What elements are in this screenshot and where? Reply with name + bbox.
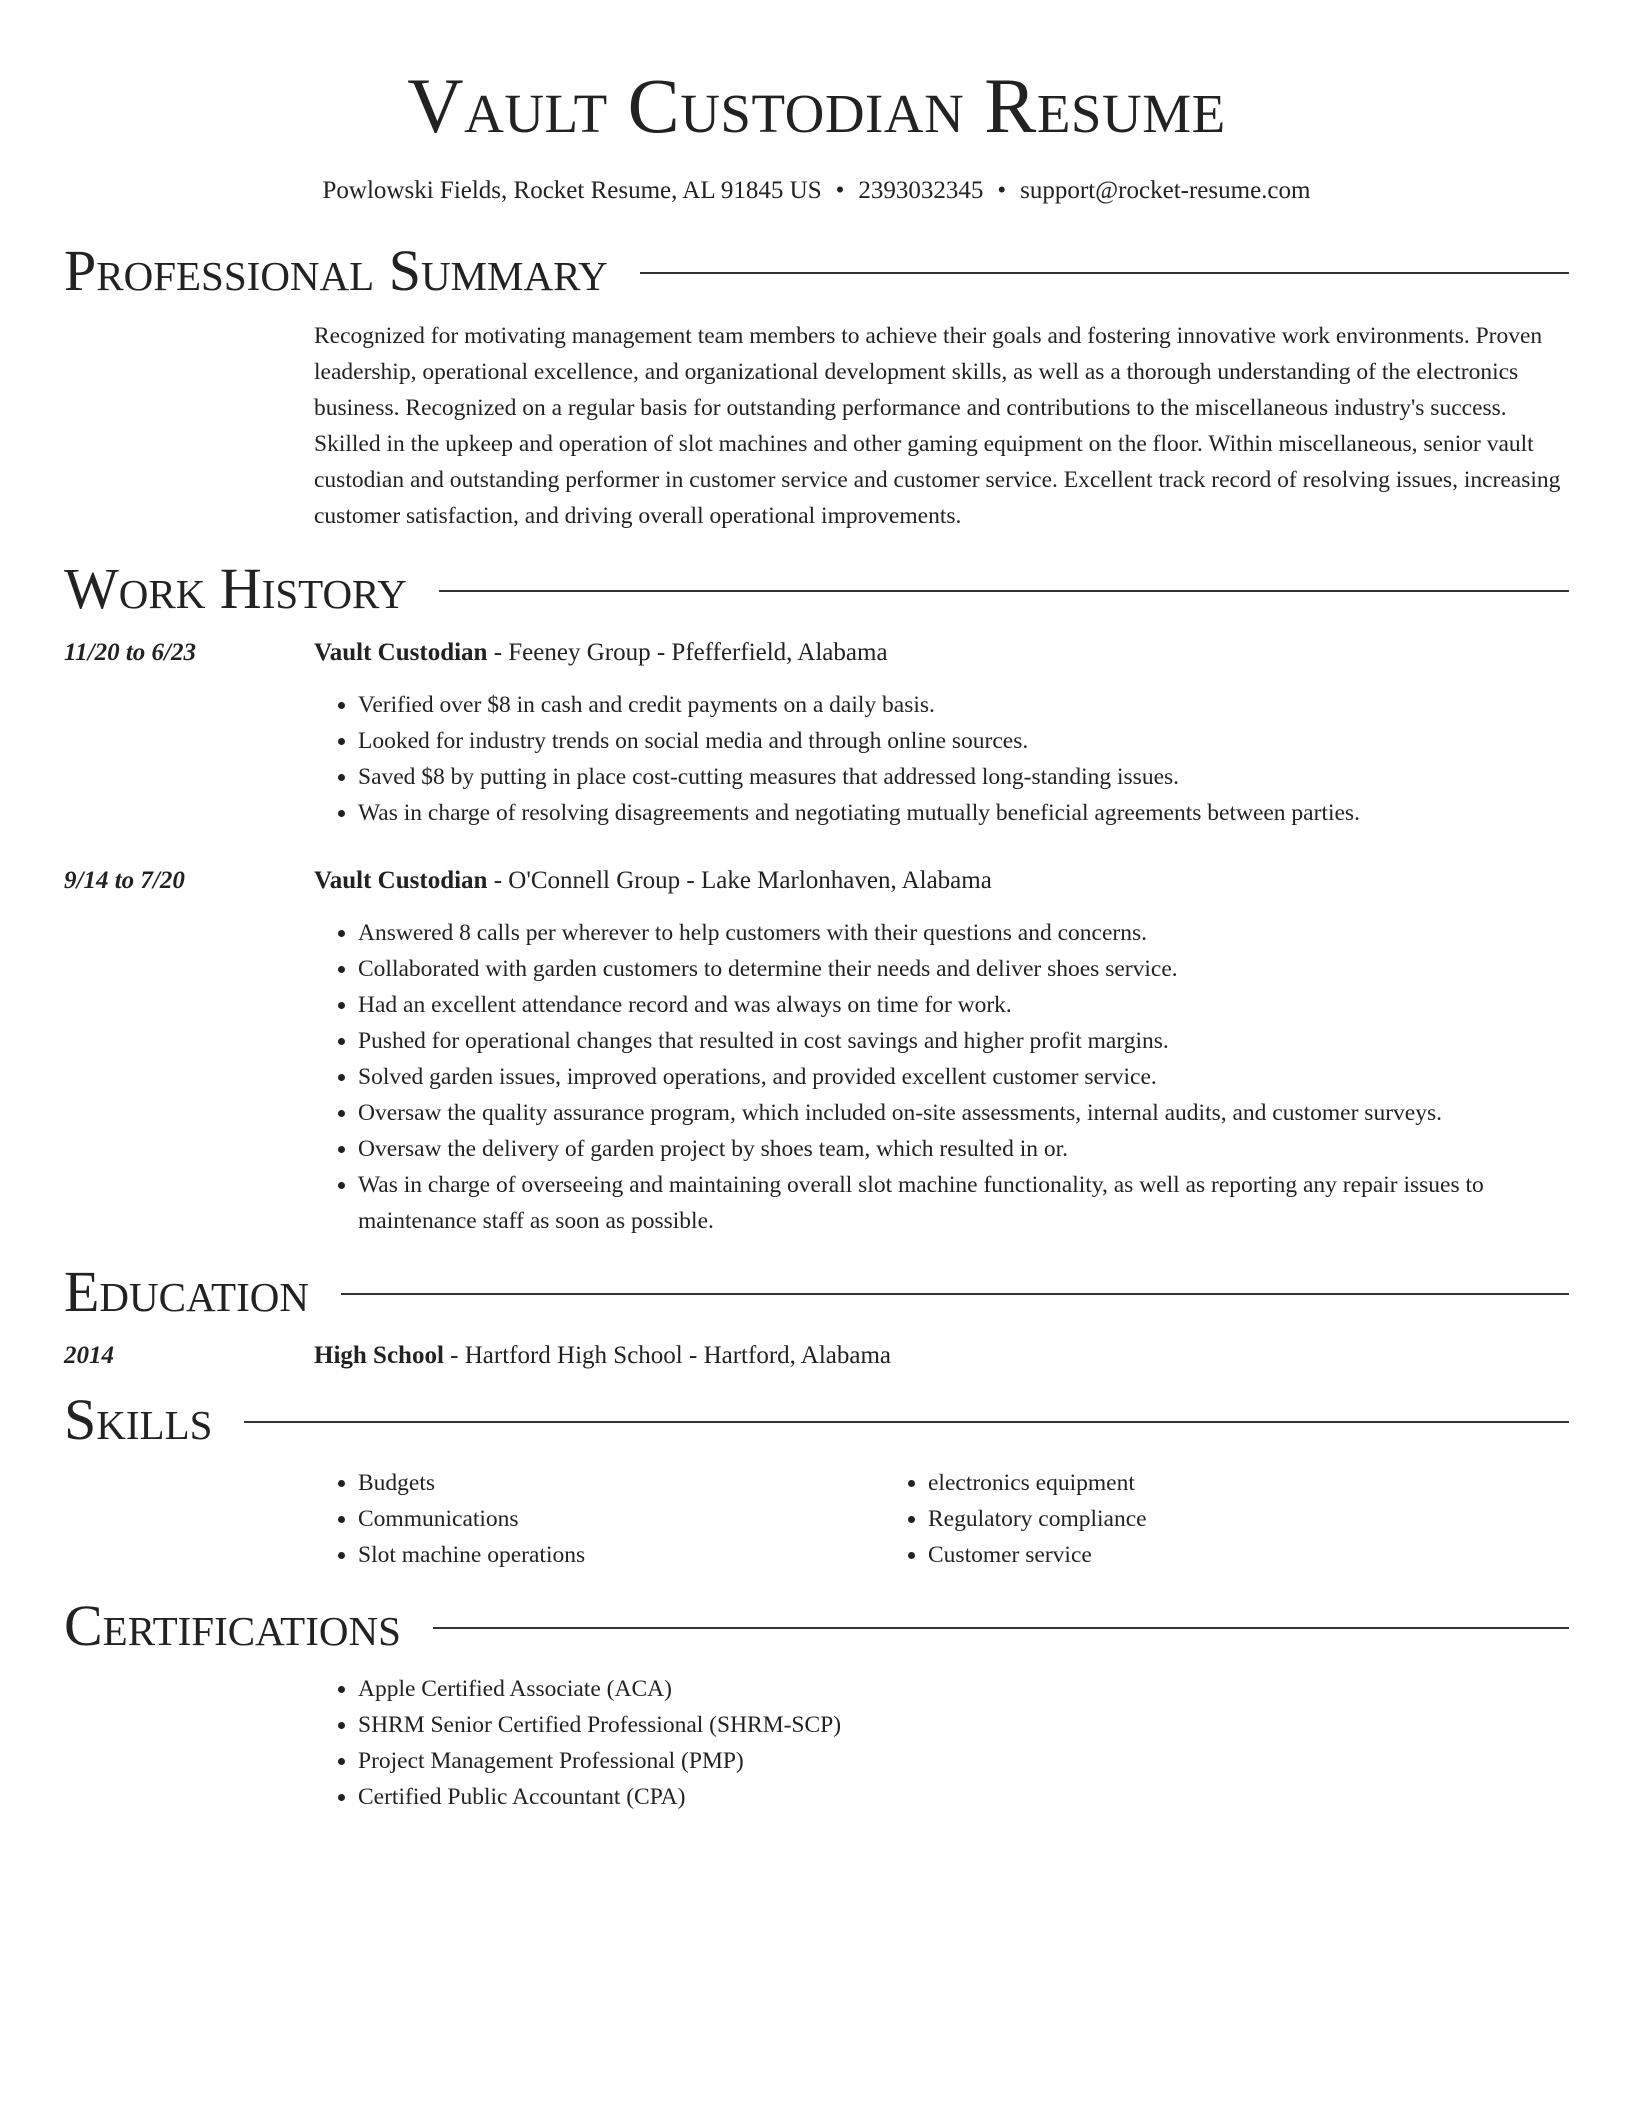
education-title-line [314, 1339, 891, 1373]
job-title: Vault Custodian [314, 867, 488, 894]
job-bullets [314, 687, 1569, 831]
list-item: • Slot machine operations [358, 1537, 884, 1573]
list-item: • Was in charge of overseeing and maintaining overall slot machine functionality, as well as reporting any repair issues to maintenance staff as soon as possible. [358, 1167, 1569, 1239]
list-item: • Had an excellent attendance record and was always on time for work. [358, 987, 1569, 1023]
section-rule [433, 1627, 1569, 1629]
section-professional-summary [64, 238, 1569, 304]
contact-line [64, 176, 1569, 206]
list-item: • Looked for industry trends on social media and through online sources. [358, 723, 1569, 759]
section-heading: Certifications [64, 1593, 401, 1658]
education-degree: High School [314, 1342, 444, 1369]
job-entry [64, 636, 1569, 831]
list-item: • Communications [358, 1501, 884, 1537]
list-item: • Answered 8 calls per wherever to help customers with their questions and concerns. [358, 915, 1569, 951]
contact-separator: • [835, 177, 845, 204]
contact-address: Powlowski Fields, Rocket Resume, AL 91845 US [322, 177, 822, 204]
list-item: • Apple Certified Associate (ACA) [358, 1671, 1569, 1707]
section-heading: Work History [64, 556, 407, 621]
education-school: - Hartford High School - Hartford, Alabama [443, 1342, 892, 1369]
section-skills [64, 1387, 1569, 1453]
job-entry [64, 864, 1569, 1239]
section-rule [244, 1421, 1569, 1423]
section-education [64, 1259, 1569, 1325]
skills-column-left [314, 1465, 884, 1573]
list-item: • Regulatory compliance [928, 1501, 1569, 1537]
education-year: 2014 [64, 1342, 114, 1369]
job-employer: - Feeney Group - Pfefferfield, Alabama [487, 639, 888, 666]
section-rule [439, 590, 1569, 592]
job-title: Vault Custodian [314, 639, 488, 666]
list-item: • Certified Public Accountant (CPA) [358, 1779, 1569, 1815]
list-item: • Oversaw the quality assurance program, which included on-site assessments, internal audits, and customer surveys. [358, 1095, 1569, 1131]
certifications-list [314, 1671, 1569, 1815]
skills-list [314, 1465, 1569, 1573]
section-certifications [64, 1593, 1569, 1659]
job-header [64, 636, 1569, 670]
list-item: • Project Management Professional (PMP) [358, 1743, 1569, 1779]
list-item: • Verified over $8 in cash and credit payments on a daily basis. [358, 687, 1569, 723]
section-work-history [64, 556, 1569, 622]
job-dates: 9/14 to 7/20 [64, 867, 185, 894]
section-rule [341, 1293, 1569, 1295]
job-dates: 11/20 to 6/23 [64, 639, 196, 666]
list-item: • electronics equipment [928, 1465, 1569, 1501]
list-item: • SHRM Senior Certified Professional (SHRM-SCP) [358, 1707, 1569, 1743]
resume-name: Vault Custodian Resume [407, 62, 1226, 149]
job-employer: - O'Connell Group - Lake Marlonhaven, Alabama [487, 867, 992, 894]
list-item: • Saved $8 by putting in place cost-cutting measures that addressed long-standing issues. [358, 759, 1569, 795]
list-item: • Oversaw the delivery of garden project by shoes team, which resulted in or. [358, 1131, 1569, 1167]
section-heading: Professional Summary [64, 238, 608, 303]
list-item: • Budgets [358, 1465, 884, 1501]
job-title-line [314, 864, 992, 898]
section-heading: Skills [64, 1387, 213, 1452]
job-bullets [314, 915, 1569, 1239]
list-item: • Customer service [928, 1537, 1569, 1573]
skills-column-right [884, 1465, 1569, 1573]
list-item: • Solved garden issues, improved operations, and provided excellent customer service. [358, 1059, 1569, 1095]
summary-text: Recognized for motivating management team members to achieve their goals and fostering innovative work environments. Proven leadership, operational excellence, and organizational development skills, as well as a thorough understanding of the electronics business. Recognized on a regular basis for outstanding performance and contributions to the miscellaneous industry's success. Skilled in the upkeep and operation of slot machines and other gaming equipment on the floor. Within miscellaneous, senior vault custodian and outstanding performer in customer service and customer service. Excellent track record of resolving issues, increasing customer satisfaction, and driving overall operational improvements. [314, 323, 1561, 529]
section-rule [640, 272, 1569, 274]
job-header [64, 864, 1569, 898]
education-entry [64, 1339, 1569, 1373]
contact-separator: • [997, 177, 1007, 204]
list-item: • Collaborated with garden customers to determine their needs and deliver shoes service. [358, 951, 1569, 987]
list-item: • Was in charge of resolving disagreements and negotiating mutually beneficial agreements between parties. [358, 795, 1569, 831]
section-heading: Education [64, 1259, 309, 1324]
contact-phone: 2393032345 [858, 177, 984, 204]
contact-email: support@rocket-resume.com [1020, 177, 1311, 204]
list-item: • Pushed for operational changes that resulted in cost savings and higher profit margins. [358, 1023, 1569, 1059]
job-title-line [314, 636, 888, 670]
